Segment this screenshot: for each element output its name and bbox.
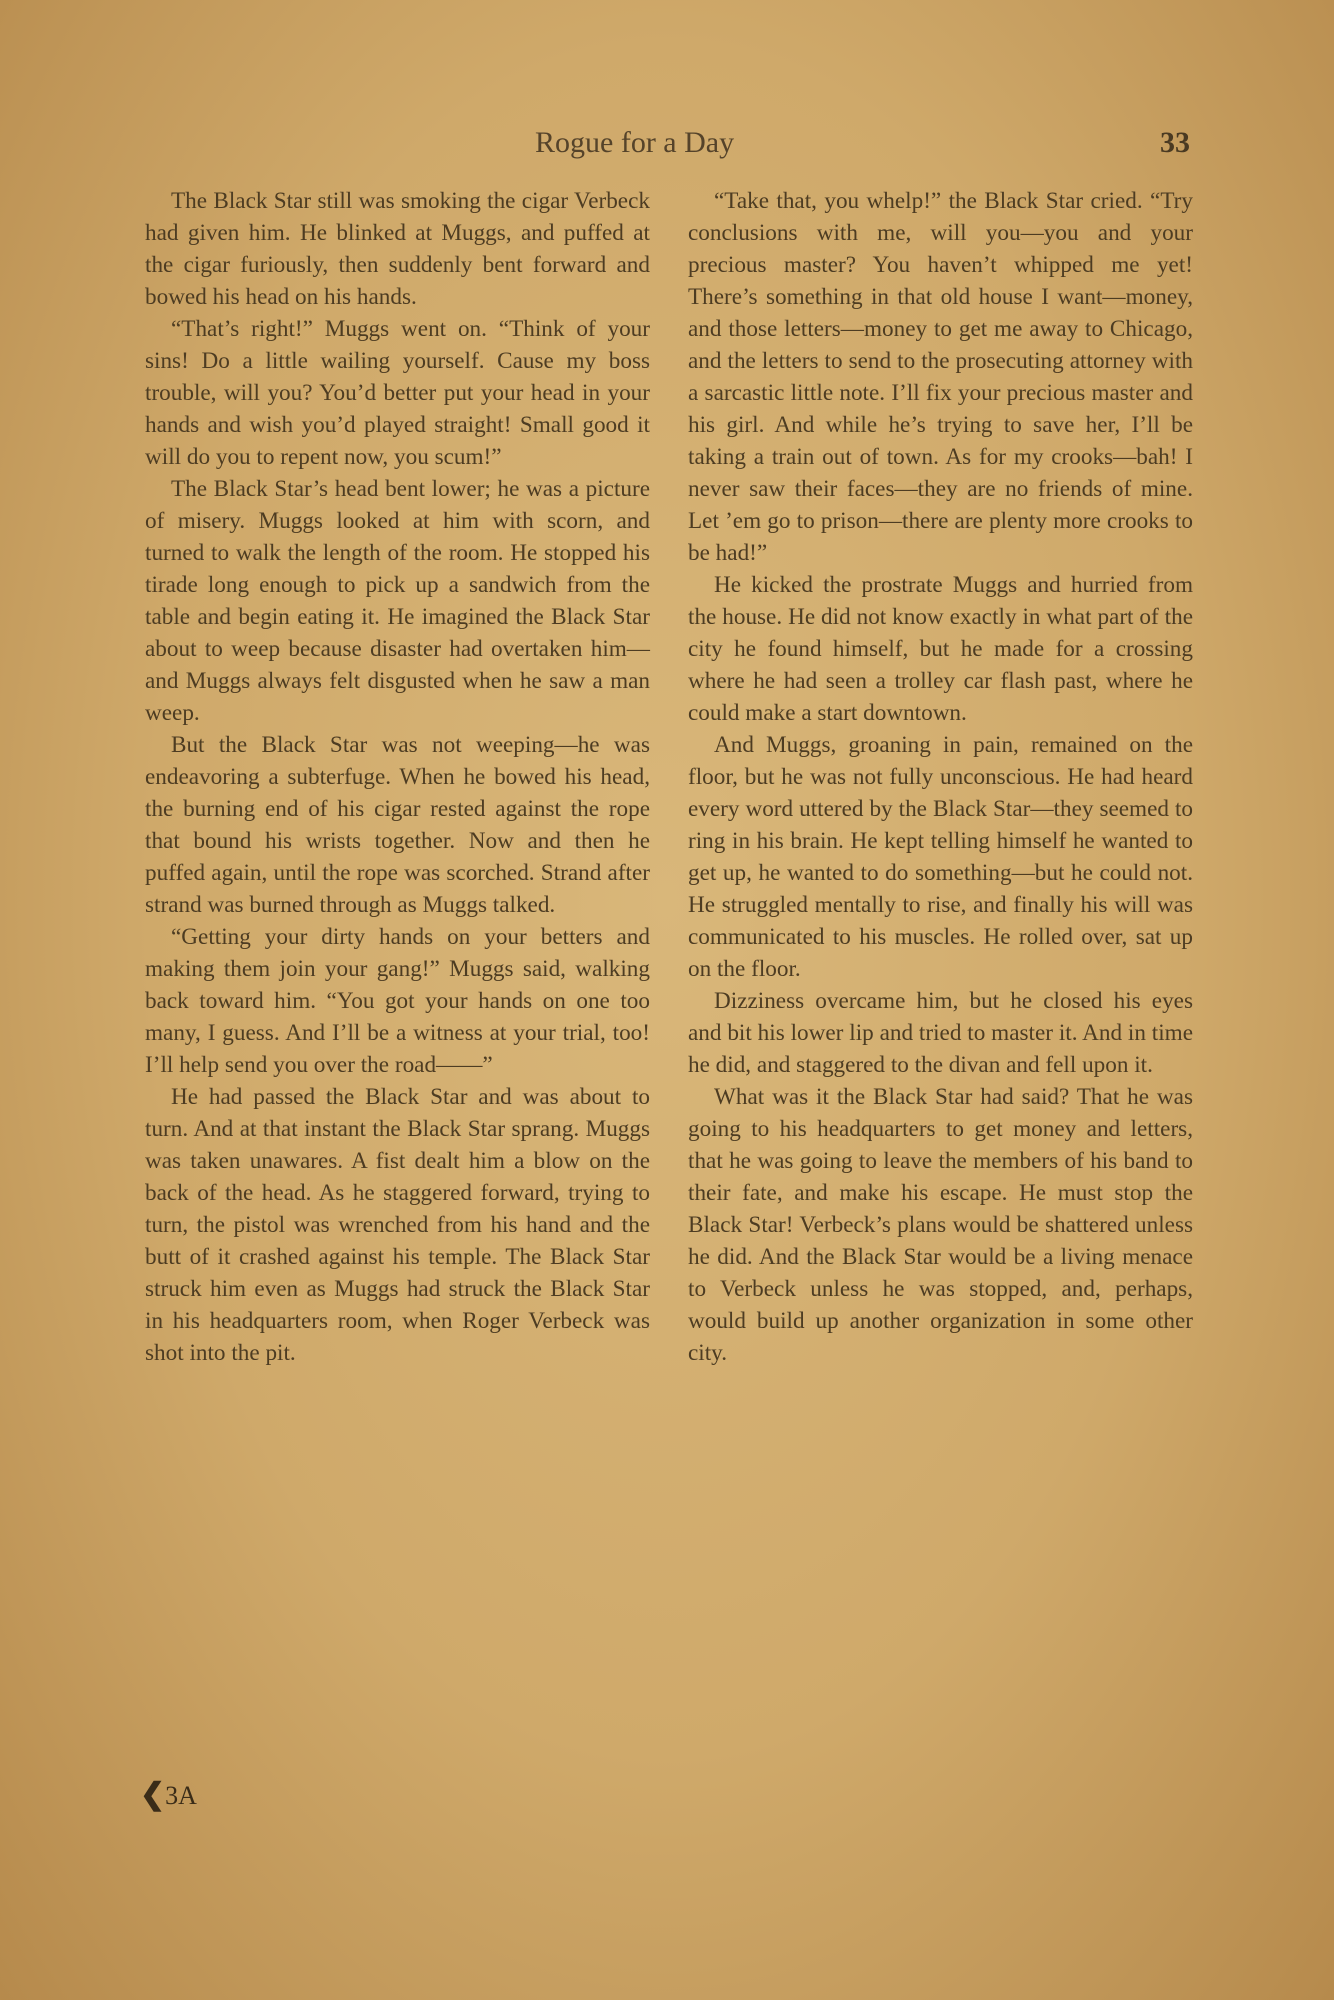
signature-mark xyxy=(140,1777,197,1812)
paragraph: What was it the Black Star had said? That he was going to his headquarters to get money and letters, that he was going to leave the members of his band to their fate, and make his escape. He must stop the Black Star! Verbeck’s plans would be shattered unless he did. And the Black Star would be a living menace to Verbeck unless he was stopped, and, perhaps, would build up another organization in some other city. xyxy=(688,1084,1193,1366)
paragraph: But the Black Star was not weeping—he was endeavoring a subterfuge. When he bowed his head, the burning end of his cigar rested against the rope that bound his wrists together. Now and then he puffed again, until the rope was scorched. Strand after strand was burned through as Muggs talked. xyxy=(145,732,650,918)
paragraph: “Take that, you whelp!” the Black Star cried. “Try conclusions with me, will you—you and your precious master? You haven’t whipped me yet! There’s something in that old house I want—money, and those letters—money to get me away to Chicago, and the letters to send to the prosecuting attorney with a sarcastic little note. I’ll fix your precious master and his girl. And while he’s trying to save her, I’ll be taking a train out of town. As for my crooks—bah! I never saw their faces—they are no friends of mine. Let ’em go to prison—there are plenty more crooks to be had!” xyxy=(688,188,1193,566)
page-number: 33 xyxy=(1160,126,1190,159)
page-header xyxy=(140,126,1190,166)
running-title: Rogue for a Day xyxy=(535,126,735,159)
paragraph: And Muggs, groaning in pain, remained on the floor, but he was not fully unconscious. He had heard every word uttered by the Black Star—they seemed to ring in his brain. He kept telling himself he wanted to get up, he wanted to do something—but he could not. He struggled mentally to rise, and finally his will was communicated to his muscles. He rolled over, sat up on the floor. xyxy=(688,732,1193,982)
paragraph: The Black Star’s head bent lower; he was a picture of misery. Muggs looked at him with scorn, and turned to walk the length of the room. He stopped his tirade long enough to pick up a sandwich from the table and begin eating it. He imagined the Black Star about to weep because disaster had overtaken him—and Muggs always felt disgusted when he saw a man weep. xyxy=(145,476,650,726)
paragraph: He had passed the Black Star and was about to turn. And at that instant the Black Star sprang. Muggs was taken unawares. A fist dealt him a blow on the back of the head. As he staggered forward, trying to turn, the pistol was wrenched from his hand and the butt of it crashed against his temple. The Black Star struck him even as Muggs had struck the Black Star in his headquarters room, when Roger Verbeck was shot into the pit. xyxy=(145,1084,650,1366)
signature-text: 3A xyxy=(165,1781,197,1810)
paragraph: He kicked the prostrate Muggs and hurried from the house. He did not know exactly in what part of the city he found himself, but he made for a crossing where he had seen a trolley car flash past, where he could make a start downtown. xyxy=(688,572,1193,726)
paragraph: The Black Star still was smoking the cigar Verbeck had given him. He blinked at Muggs, and puffed at the cigar furiously, then suddenly bent forward and bowed his head on his hands. xyxy=(145,188,650,310)
paragraph: “Getting your dirty hands on your betters and making them join your gang!” Muggs said, walking back toward him. “You got your hands on one too many, I guess. And I’ll be a witness at your trial, too! I’ll help send you over the road——” xyxy=(145,924,650,1078)
paragraph: “That’s right!” Muggs went on. “Think of your sins! Do a little wailing yourself. Cause my boss trouble, will you? You’d better put your head in your hands and wish you’d played straight! Small good it will do you to repent now, you scum!” xyxy=(145,316,650,470)
paragraph: Dizziness overcame him, but he closed his eyes and bit his lower lip and tried to master it. And in time he did, and staggered to the divan and fell upon it. xyxy=(688,988,1193,1078)
signature-chevron-icon: ❮ xyxy=(140,1778,166,1811)
left-column xyxy=(145,185,650,1369)
right-column xyxy=(688,185,1193,1369)
